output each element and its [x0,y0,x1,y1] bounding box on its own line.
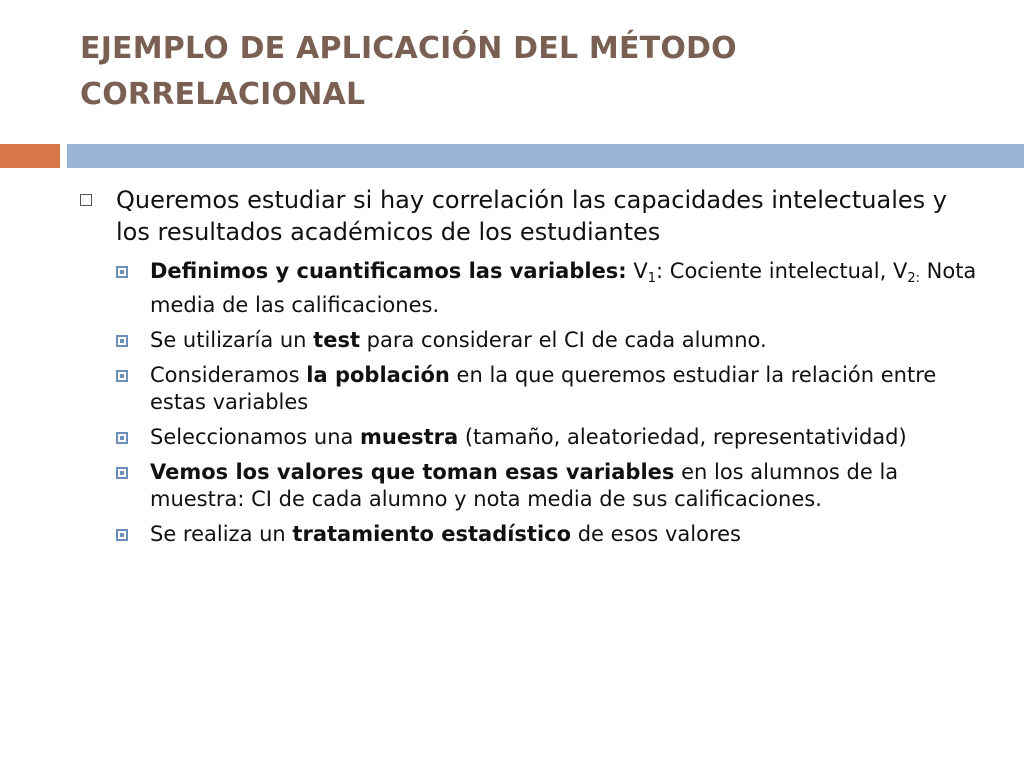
sub-bullet-variables [116,258,990,319]
slide-content [80,184,980,556]
bold-text: muestra [360,425,459,449]
main-bullet [80,184,980,248]
text: Nota media de las calificaciones. [150,259,977,317]
bold-text: Vemos los valores que toman esas variables [150,460,675,484]
text: de esos valores [571,522,741,546]
text: para considerar el CI de cada alumno. [360,328,767,352]
bold-text: tratamiento estadístico [292,522,572,546]
title-line-2: CORRELACIONAL [80,77,366,112]
text: : Cociente intelectual, V [656,259,908,283]
sub-bullet-test [116,327,990,354]
text: Consideramos [150,363,307,387]
sub-bullet-muestra [116,424,990,451]
slide-title [80,26,980,118]
bold-text: test [313,328,360,352]
text: en la que queremos estudiar la relación entre estas variables [150,363,937,414]
title-line-1: EJEMPLO DE APLICACIÓN DEL MÉTODO [80,31,737,66]
text: en los alumnos de la muestra: CI de cada alumno y nota media de sus calificaciones. [150,460,899,511]
text: Se utilizaría un [150,328,314,352]
text: V [626,259,648,283]
square-bullet-icon [116,266,128,278]
subscript: 2: [907,271,920,286]
square-bullet-icon [116,370,128,382]
sub-bullet-valores [116,459,990,513]
subscript: 1 [647,271,657,286]
bold-text: la población [306,363,450,387]
bold-text: Definimos y cuantificamos las variables: [150,259,627,283]
accent-bar-orange [0,144,60,168]
hollow-square-bullet-icon [80,194,92,206]
text: Seleccionamos una [150,425,361,449]
square-bullet-icon [116,529,128,541]
sub-bullet-list [116,258,980,548]
square-bullet-icon [116,432,128,444]
square-bullet-icon [116,467,128,479]
square-bullet-icon [116,335,128,347]
accent-bar-blue [67,144,1024,168]
text: Se realiza un [150,522,293,546]
main-bullet-text: Queremos estudiar si hay correlación las capacidades intelectuales y los resultados académicos de los estudiantes [116,186,947,246]
text: (tamaño, aleatoriedad, representatividad) [458,425,907,449]
sub-bullet-poblacion [116,362,990,416]
sub-bullet-tratamiento [116,521,990,548]
